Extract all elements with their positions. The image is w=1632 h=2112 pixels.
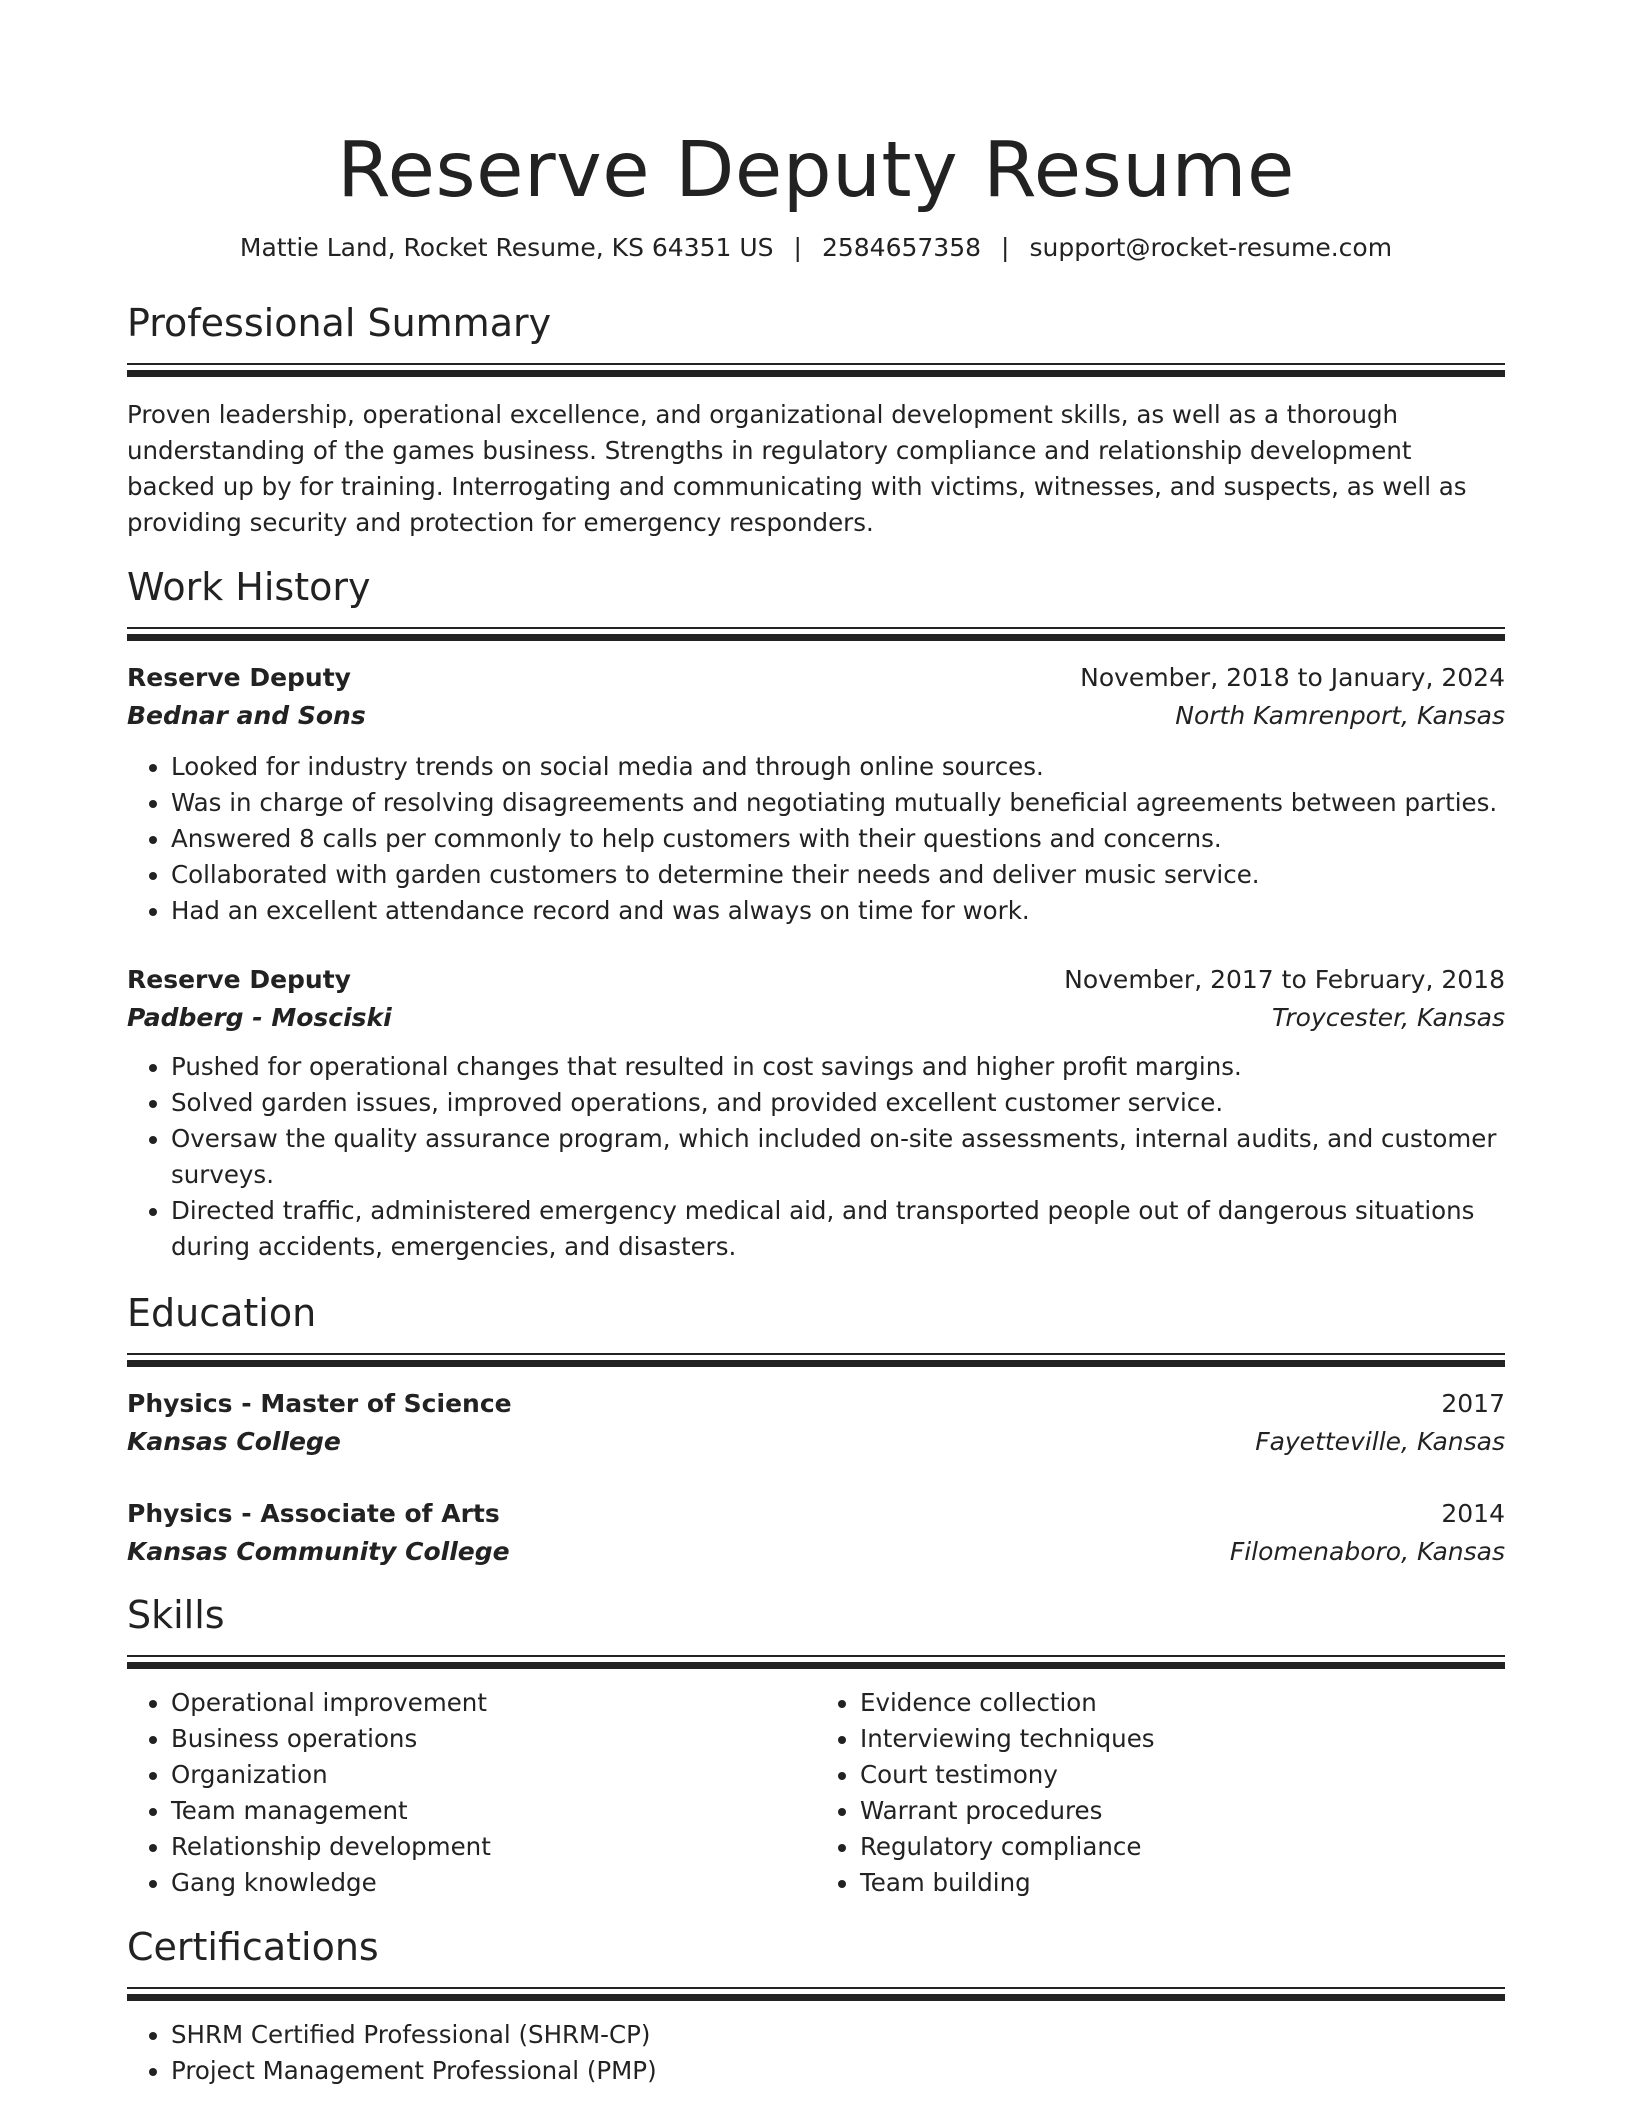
job-location: North Kamrenport, Kansas — [1175, 701, 1505, 730]
resume-title: Reserve Deputy Resume — [337, 126, 1295, 215]
list-item: • Team management — [171, 1793, 816, 1829]
education-location: Filomenaboro, Kansas — [1229, 1537, 1505, 1566]
job-entry — [127, 961, 1505, 1265]
job-company: Bednar and Sons — [127, 701, 366, 730]
education-header — [127, 1385, 1505, 1423]
job-title: Reserve Deputy — [127, 965, 351, 994]
job-header — [127, 961, 1505, 999]
contact-address: Mattie Land, Rocket Resume, KS 64351 US — [239, 233, 774, 262]
education-year: 2014 — [1441, 1499, 1505, 1528]
list-item: • Had an excellent attendance record and was always on time for work. — [171, 893, 1505, 929]
section-heading-education: Education — [127, 1291, 317, 1335]
education-subheader — [127, 1533, 1505, 1571]
list-item: • Warrant procedures — [860, 1793, 1505, 1829]
education-subheader — [127, 1423, 1505, 1461]
job-header — [127, 659, 1505, 697]
education-header — [127, 1495, 1505, 1533]
list-item: • Relationship development — [171, 1829, 816, 1865]
list-item: • Evidence collection — [860, 1685, 1505, 1721]
list-item: • SHRM Certified Professional (SHRM-CP) — [171, 2017, 1505, 2053]
list-item: • Court testimony — [860, 1757, 1505, 1793]
section-heading-summary: Professional Summary — [127, 301, 552, 345]
summary-section — [127, 299, 1505, 541]
section-divider — [127, 1987, 1505, 2003]
section-divider — [127, 627, 1505, 643]
education-degree: Physics - Associate of Arts — [127, 1499, 500, 1528]
job-dates: November, 2018 to January, 2024 — [1080, 663, 1505, 692]
certifications-section — [127, 1923, 1505, 2089]
job-entry — [127, 659, 1505, 929]
job-location: Troycester, Kansas — [1272, 1003, 1505, 1032]
section-heading-certifications: Certifications — [127, 1925, 379, 1969]
section-divider — [127, 1353, 1505, 1369]
job-company: Padberg - Mosciski — [127, 1003, 392, 1032]
education-degree: Physics - Master of Science — [127, 1389, 512, 1418]
list-item: • Directed traffic, administered emergency medical aid, and transported people out of dangerous situations during accidents, emergencies, and disasters. — [171, 1193, 1505, 1265]
job-title: Reserve Deputy — [127, 663, 351, 692]
job-subheader — [127, 999, 1505, 1037]
section-divider — [127, 1655, 1505, 1671]
summary-text: Proven leadership, operational excellence, and organizational development skills, as well as a thorough understanding of the games business. Strengths in regulatory compliance and relationship development backed up by for training. Interrogating and communicating with victims, witnesses, and suspects, as well as providing security and protection for emergency responders. — [127, 400, 1467, 537]
education-entry — [127, 1385, 1505, 1461]
contact-separator: | — [793, 233, 802, 262]
job-subheader — [127, 697, 1505, 735]
list-item: • Organization — [171, 1757, 816, 1793]
education-section — [127, 1289, 1505, 1571]
education-year: 2017 — [1441, 1389, 1505, 1418]
job-dates: November, 2017 to February, 2018 — [1064, 965, 1505, 994]
list-item: • Gang knowledge — [171, 1865, 816, 1901]
job-bullets — [127, 749, 1505, 929]
list-item: • Regulatory compliance — [860, 1829, 1505, 1865]
section-heading-skills: Skills — [127, 1593, 225, 1637]
skills-grid — [127, 1685, 1505, 1901]
job-bullets — [127, 1049, 1505, 1265]
certifications-list — [127, 2017, 1505, 2089]
list-item: • Looked for industry trends on social media and through online sources. — [171, 749, 1505, 785]
contact-separator: | — [1001, 233, 1010, 262]
section-divider — [127, 363, 1505, 379]
contact-phone: 2584657358 — [821, 233, 982, 262]
education-school: Kansas Community College — [127, 1537, 510, 1566]
list-item: • Pushed for operational changes that resulted in cost savings and higher profit margins. — [171, 1049, 1505, 1085]
list-item: • Solved garden issues, improved operations, and provided excellent customer service. — [171, 1085, 1505, 1121]
work-history-section — [127, 563, 1505, 1265]
skills-list-left — [127, 1685, 816, 1901]
education-school: Kansas College — [127, 1427, 341, 1456]
list-item: • Answered 8 calls per commonly to help customers with their questions and concerns. — [171, 821, 1505, 857]
list-item: • Business operations — [171, 1721, 816, 1757]
list-item: • Project Management Professional (PMP) — [171, 2053, 1505, 2089]
list-item: • Oversaw the quality assurance program, which included on-site assessments, internal audits, and customer surveys. — [171, 1121, 1505, 1193]
list-item: • Team building — [860, 1865, 1505, 1901]
list-item: • Interviewing techniques — [860, 1721, 1505, 1757]
contact-email: support@rocket-resume.com — [1029, 233, 1393, 262]
skills-section — [127, 1591, 1505, 1901]
contact-line — [127, 232, 1505, 264]
education-location: Fayetteville, Kansas — [1255, 1427, 1505, 1456]
list-item: • Was in charge of resolving disagreements and negotiating mutually beneficial agreements between parties. — [171, 785, 1505, 821]
skills-list-right — [816, 1685, 1505, 1901]
list-item: • Collaborated with garden customers to determine their needs and deliver music service. — [171, 857, 1505, 893]
section-heading-work-history: Work History — [127, 565, 371, 609]
list-item: • Operational improvement — [171, 1685, 816, 1721]
education-entry — [127, 1495, 1505, 1571]
